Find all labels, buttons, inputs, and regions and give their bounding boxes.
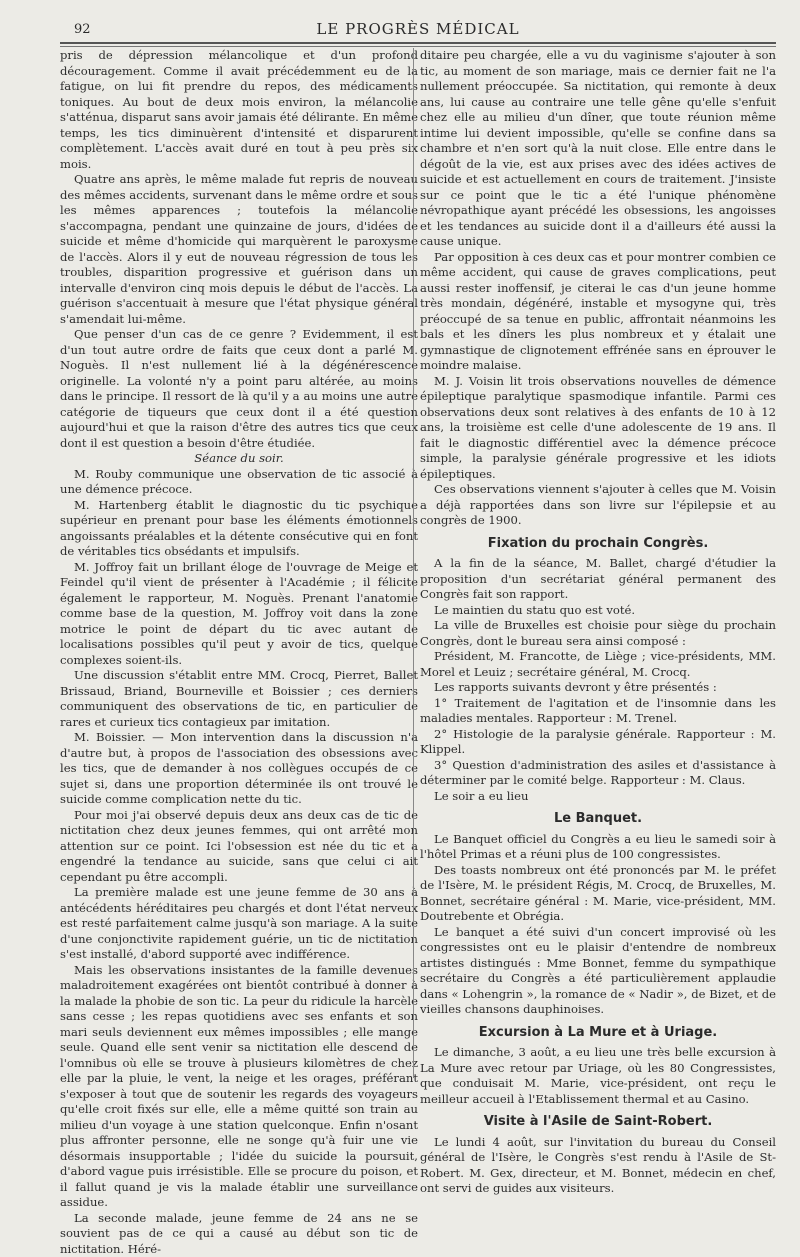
section-title: Excursion à La Mure et à Uriage. [420,1025,776,1041]
section-title: Visite à l'Asile de Saint-Robert. [420,1114,776,1130]
paragraph: La première malade est une jeune femme de 30 ans à antécédents héréditaires peu chargés et dont l'état nerveux est resté parfaitement calme jusqu'à son mariage. A la suite d'une conjonctivite rapidement guérie, un tic de nictitation s'est installé, d'abord supporté avec indifférence. [60,885,418,963]
page-number: 92 [74,22,91,37]
paragraph: Pour moi j'ai observé depuis deux ans deux cas de tic de nictitation chez deux jeunes femmes, qui ont arrêté mon attention sur ce point. Ici l'obsession est née du tic et a engendré la tendance au suicide, sans que celui ci ait cependant pu être accompli. [60,808,418,886]
paragraph: 3° Question d'administration des asiles et d'assistance à déterminer par le comité belge. Rapporteur : M. Claus. [420,758,776,789]
paragraph: M. Rouby communique une observation de tic associé à une démence précoce. [60,467,418,498]
header-rule [60,42,776,44]
paragraph: Le maintien du statu quo est voté. [420,603,776,619]
paragraph: Que penser d'un cas de ce genre ? Evidemment, il est d'un tout autre ordre de faits que ceux dont a parlé M. Noguès. Il n'est nullement lié à la dégénérescence originelle. La volonté n'y a point paru altérée, au moins dans le principe. Il ressort de là qu'il y a au moins une autre catégorie de tiqueurs que ceux dont il a été question aujourd'hui et que la raison d'être des autres tics que ceux dont il est question a besoin d'être étudiée. [60,327,418,451]
paragraph: 2° Histologie de la paralysie générale. Rapporteur : M. Klippel. [420,727,776,758]
paragraph: La seconde malade, jeune femme de 24 ans ne se souvient pas de ce qui a causé au début son tic de nictitation. Héré- [60,1211,418,1257]
paragraph: Quatre ans après, le même malade fut repris de nouveau des mêmes accidents, survenant dans le même ordre et sous les mêmes apparences ; toutefois la mélancolie s'accompagna, pendant une quinzaine de jours, d'idées de suicide et même d'homicide qui marquèrent le paroxysme de l'accès. Alors il y eut de nouveau régression de tous les troubles, disparition progressive et guérison dans un intervalle d'environ cinq mois depuis le début de l'accès. La guérison s'accentuait à mesure que l'état physique général s'amendait lui-même. [60,172,418,327]
paragraph: M. Joffroy fait un brillant éloge de l'ouvrage de Meige et Feindel qu'il vient de présenter à l'Académie ; il félicite également le rapporteur, M. Noguès. Prenant l'anatomie comme base de la question, M. Joffroy voit dans la zone motrice le point de départ du tic avec autant de localisations possibles qu'il peut y avoir de tics, quelque complexes soient-ils. [60,560,418,669]
running-title: LE PROGRÈS MÉDICAL [60,20,776,38]
paragraph: Par opposition à ces deux cas et pour montrer combien ce même accident, qui cause de graves complications, peut aussi rester inoffensif, je citerai le cas d'un jeune homme très mondain, dégénéré, instable et mysogyne qui, très préoccupé de sa tenue en public, affrontait néanmoins les bals et les dîners les plus nombreux et y étalait une gymnastique de clignotement effrénée sans en éprouver le moindre malaise. [420,250,776,374]
paragraph: ditaire peu chargée, elle a vu du vaginisme s'ajouter à son tic, au moment de son mariage, mais ce dernier fait ne l'a nullement préoccupée. Sa nictitation, qui remonte à deux ans, lui cause au contraire une telle gêne qu'elle s'enfuit chez elle au milieu d'un dîner, que toute réunion même intime lui devient impossible, qu'elle se confine dans sa chambre et n'en sort qu'à la nuit close. Elle entre dans le dégoût de la vie, est aux prises avec des idées actives de suicide et est actuellement en cours de traitement. J'insiste sur ce point que le tic a été l'unique phénomène névropathique ayant précédé les obsessions, les angoisses et les tendances au suicide dont il a d'ailleurs été aussi la cause unique. [420,48,776,250]
left-column [60,48,418,1257]
paragraph: Mais les observations insistantes de la famille devenues maladroitement exagérées ont bientôt contribué à donner à la malade la phobie de son tic. La peur du ridicule la harcèle sans cesse ; les repas quotidiens avec ses enfants et son mari seuls deviennent eux mêmes impossibles ; elle mange seule. Quand elle sent venir sa nictitation elle descend de l'omnibus où elle se trouve à plusieurs kilomètres de chez elle par la pluie, le vent, la neige et les orages, préférant s'exposer à tout que de soutenir les regards des voyageurs qu'elle croit fixés sur elle, elle a même quitté son train au milieu d'un voyage à une station quelconque. Enfin n'osant plus affronter personne, elle ne songe qu'à fuir une vie désormais insupportable ; l'idée du suicide la poursuit, d'abord vague puis irrésistible. Elle se procure du poison, et il fallut quand je vis la malade établir une surveillance assidue. [60,963,418,1211]
paragraph: Ces observations viennent s'ajouter à celles que M. Voisin a déjà rapportées dans son livre sur l'épilepsie et au congrès de 1900. [420,482,776,529]
paragraph: M. Boissier. — Mon intervention dans la discussion n'a d'autre but, à propos de l'association des obsessions avec les tics, que de demander à nos collègues occupés de ce sujet si, dans une proportion déterminée ils ont trouvé le suicide comme complication nette du tic. [60,730,418,808]
paragraph: Des toasts nombreux ont été prononcés par M. le préfet de l'Isère, M. le président Régis, M. Crocq, de Bruxelles, M. Bonnet, secrétaire général : M. Marie, vice-président, MM. Doutrebente et Obrégia. [420,863,776,925]
paragraph: pris de dépression mélancolique et d'un profond découragement. Comme il avait précédemment eu de la fatigue, on lui fit prendre du repos, des médicaments toniques. Au bout de deux mois environ, la mélancolie s'atténua, disparut sans avoir jamais été délirante. En même temps, les tics diminuèrent d'intensité et disparurent complètement. L'accès avait duré en tout à peu près six mois. [60,48,418,172]
paragraph: Président, M. Francotte, de Liège ; vice-présidents, MM. Morel et Leuiz ; secrétaire général, M. Crocq. [420,649,776,680]
paragraph: La ville de Bruxelles est choisie pour siège du prochain Congrès, dont le bureau sera ainsi composé : [420,618,776,649]
section-subheading: Séance du soir. [60,451,418,467]
paragraph: A la fin de la séance, M. Ballet, chargé d'étudier la proposition d'un secrétariat général permanent des Congrès fait son rapport. [420,556,776,603]
paragraph: Le lundi 4 août, sur l'invitation du bureau du Conseil général de l'Isère, le Congrès s'est rendu à l'Asile de St-Robert. M. Gex, directeur, et M. Bonnet, médecin en chef, ont servi de guides aux visiteurs. [420,1135,776,1197]
header-rule-thin [60,46,776,47]
paragraph: Le Banquet officiel du Congrès a eu lieu le samedi soir à l'hôtel Primas et a réuni plus de 100 congressistes. [420,832,776,863]
paragraph: Une discussion s'établit entre MM. Crocq, Pierret, Ballet Brissaud, Briand, Bourneville et Boissier ; ces derniers communiquent des observations de tic, en particulier de rares et curieux tics contagieux par imitation. [60,668,418,730]
page-header [60,18,776,40]
paragraph: Le banquet a été suivi d'un concert improvisé où les congressistes ont eu le plaisir d'entendre de nombreux artistes distingués : Mme Bonnet, femme du sympathique secrétaire du Congrès a été particulièrement applaudie dans « Lohengrin », la romance de « Nadir », de Bizet, et de vieilles chansons dauphinoises. [420,925,776,1018]
paragraph: Le dimanche, 3 août, a eu lieu une très belle excursion à La Mure avec retour par Uriage, où les 80 Congressistes, que conduisait M. Marie, vice-président, ont reçu le meilleur accueil à l'Etablissement thermal et au Casino. [420,1045,776,1107]
paragraph: Les rapports suivants devront y être présentés : [420,680,776,696]
column-rule [413,48,414,1078]
section-title: Le Banquet. [420,811,776,827]
section-title: Fixation du prochain Congrès. [420,536,776,552]
paragraph: 1° Traitement de l'agitation et de l'insomnie dans les maladies mentales. Rapporteur : M. Trenel. [420,696,776,727]
paragraph: M. Hartenberg établit le diagnostic du tic psychique supérieur en prenant pour base les éléments émotionnels angoissants préalables et la détente consécutive qui en font de véritables tics obsédants et impulsifs. [60,498,418,560]
paragraph: Le soir a eu lieu [420,789,776,805]
right-column [420,48,776,1197]
paragraph: M. J. Voisin lit trois observations nouvelles de démence épileptique paralytique spasmodique infantile. Parmi ces observations deux sont relatives à des enfants de 10 à 12 ans, la troisième est celle d'une adolescente de 19 ans. Il fait le diagnostic différentiel avec la démence précoce simple, la paralysie générale progressive et les idiots épileptiques. [420,374,776,483]
